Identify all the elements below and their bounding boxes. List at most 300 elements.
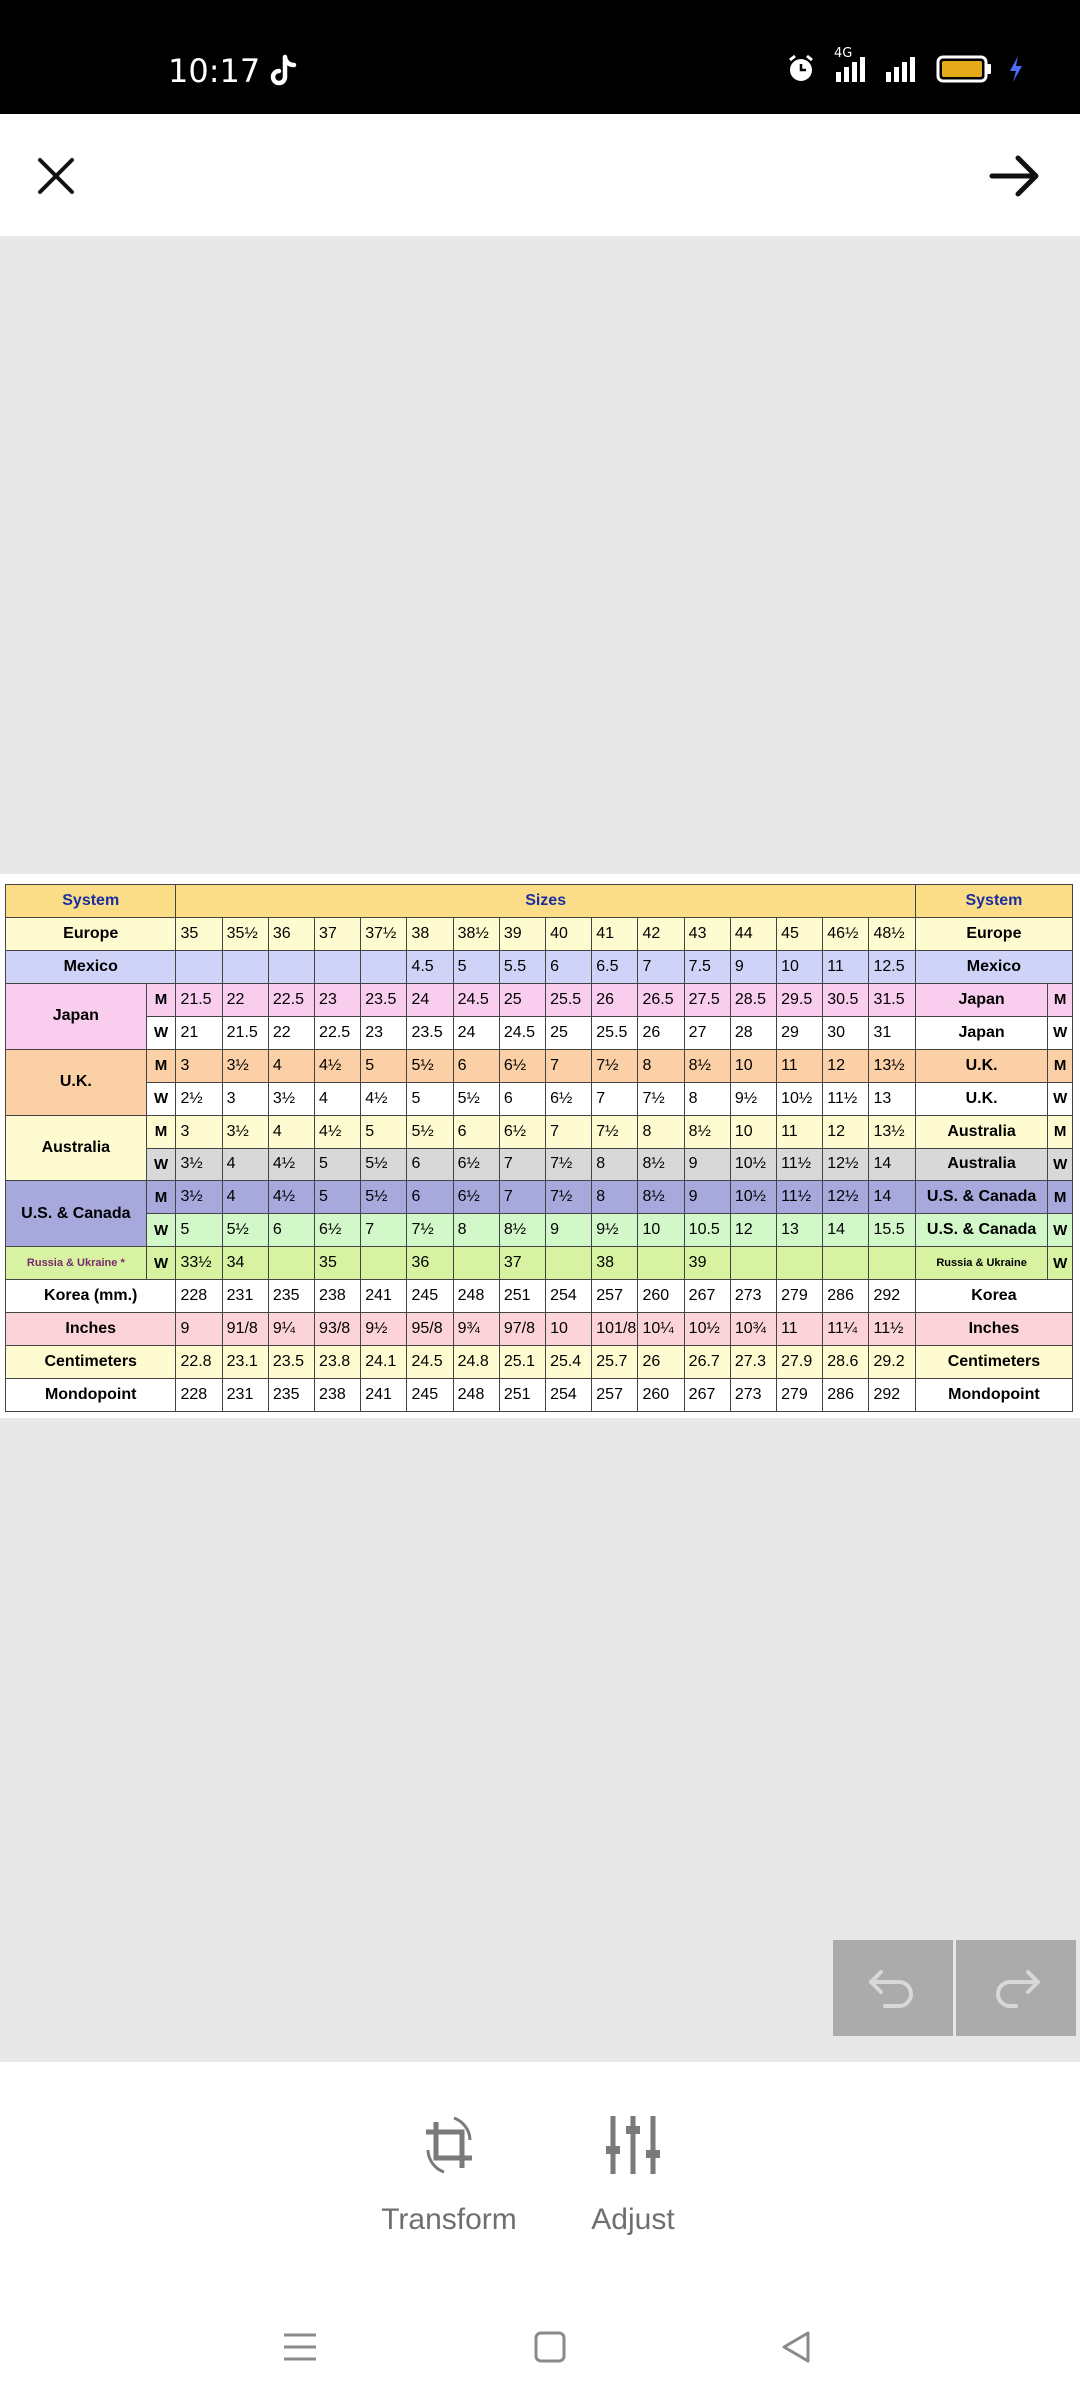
size-cell: 43 bbox=[684, 917, 730, 950]
row-gender-right: M bbox=[1048, 983, 1073, 1016]
chart-row bbox=[6, 1049, 1073, 1082]
size-cell: 4½ bbox=[268, 1181, 314, 1214]
size-cell: 2½ bbox=[176, 1082, 222, 1115]
size-cell: 35 bbox=[176, 917, 222, 950]
size-cell: 235 bbox=[268, 1280, 314, 1313]
size-cell: 14 bbox=[823, 1214, 869, 1247]
size-cell: 21 bbox=[176, 1016, 222, 1049]
size-cell: 279 bbox=[777, 1379, 823, 1412]
size-cell: 48½ bbox=[869, 917, 915, 950]
size-cell: 7 bbox=[638, 950, 684, 983]
row-label-right: U.S. & Canada bbox=[915, 1181, 1047, 1214]
tool-bar bbox=[0, 2062, 1080, 2292]
size-cell: 241 bbox=[361, 1280, 407, 1313]
size-cell: 25 bbox=[546, 1016, 592, 1049]
size-cell: 6 bbox=[499, 1082, 545, 1115]
size-cell: 39 bbox=[499, 917, 545, 950]
crop-rotate-icon bbox=[414, 2110, 484, 2180]
close-icon[interactable] bbox=[30, 150, 82, 202]
size-cell: 37 bbox=[499, 1247, 545, 1280]
size-cell: 35 bbox=[315, 1247, 361, 1280]
size-cell: 5 bbox=[361, 1049, 407, 1082]
row-gender: W bbox=[146, 1214, 176, 1247]
row-label-right: Centimeters bbox=[915, 1346, 1072, 1379]
chart-row bbox=[6, 1082, 1073, 1115]
size-cell: 22.8 bbox=[176, 1346, 222, 1379]
size-cell bbox=[361, 1247, 407, 1280]
row-label-right: U.S. & Canada bbox=[915, 1214, 1047, 1247]
size-cell: 7½ bbox=[546, 1181, 592, 1214]
size-cell: 241 bbox=[361, 1379, 407, 1412]
row-gender-right: W bbox=[1048, 1214, 1073, 1247]
size-cell bbox=[453, 1247, 499, 1280]
chart-header-row bbox=[6, 885, 1073, 918]
size-cell: 5½ bbox=[407, 1115, 453, 1148]
size-cell: 6½ bbox=[315, 1214, 361, 1247]
size-cell bbox=[268, 1247, 314, 1280]
size-cell: 36 bbox=[407, 1247, 453, 1280]
size-cell: 6 bbox=[268, 1214, 314, 1247]
row-label-right: Europe bbox=[915, 917, 1072, 950]
chart-header-system-right: System bbox=[915, 885, 1072, 918]
size-cell: 9½ bbox=[361, 1313, 407, 1346]
size-cell: 5 bbox=[361, 1115, 407, 1148]
size-cell: 24.5 bbox=[407, 1346, 453, 1379]
size-cell: 228 bbox=[176, 1379, 222, 1412]
redo-icon bbox=[986, 1958, 1046, 2018]
size-cell: 9½ bbox=[592, 1214, 638, 1247]
size-cell: 6 bbox=[453, 1115, 499, 1148]
size-cell: 3½ bbox=[222, 1115, 268, 1148]
size-cell: 23.5 bbox=[361, 983, 407, 1016]
size-cell: 21.5 bbox=[222, 1016, 268, 1049]
size-cell: 8½ bbox=[638, 1181, 684, 1214]
row-label-right: Japan bbox=[915, 983, 1047, 1016]
menu-button[interactable] bbox=[270, 2322, 330, 2372]
size-cell: 25.7 bbox=[592, 1346, 638, 1379]
size-cell: 10½ bbox=[730, 1148, 776, 1181]
size-cell: 21.5 bbox=[176, 983, 222, 1016]
size-cell: 11½ bbox=[823, 1082, 869, 1115]
chart-row bbox=[6, 1247, 1073, 1280]
size-cell: 27.9 bbox=[777, 1346, 823, 1379]
size-cell: 9¾ bbox=[453, 1313, 499, 1346]
size-cell: 231 bbox=[222, 1280, 268, 1313]
size-cell: 6 bbox=[407, 1148, 453, 1181]
size-cell: 9¼ bbox=[268, 1313, 314, 1346]
size-cell: 9½ bbox=[730, 1082, 776, 1115]
chart-row bbox=[6, 1214, 1073, 1247]
size-cell: 6 bbox=[407, 1181, 453, 1214]
size-cell bbox=[176, 950, 222, 983]
size-cell: 4.5 bbox=[407, 950, 453, 983]
size-cell: 34 bbox=[222, 1247, 268, 1280]
size-cell bbox=[268, 950, 314, 983]
size-cell: 11½ bbox=[869, 1313, 915, 1346]
size-cell: 9 bbox=[730, 950, 776, 983]
size-cell: 31.5 bbox=[869, 983, 915, 1016]
size-cell: 235 bbox=[268, 1379, 314, 1412]
size-cell: 11 bbox=[777, 1313, 823, 1346]
size-cell: 13 bbox=[869, 1082, 915, 1115]
size-cell: 8 bbox=[638, 1049, 684, 1082]
size-cell: 26 bbox=[638, 1016, 684, 1049]
size-cell: 231 bbox=[222, 1379, 268, 1412]
size-cell: 11½ bbox=[777, 1181, 823, 1214]
size-cell: 12 bbox=[823, 1115, 869, 1148]
size-cell: 95/8 bbox=[407, 1313, 453, 1346]
size-cell: 26 bbox=[638, 1346, 684, 1379]
size-cell bbox=[361, 950, 407, 983]
size-cell: 10½ bbox=[777, 1082, 823, 1115]
size-cell: 6.5 bbox=[592, 950, 638, 983]
row-label-right: Korea bbox=[915, 1280, 1072, 1313]
size-cell: 30 bbox=[823, 1016, 869, 1049]
size-cell: 10.5 bbox=[684, 1214, 730, 1247]
size-cell: 8 bbox=[592, 1181, 638, 1214]
row-gender-right: M bbox=[1048, 1115, 1073, 1148]
size-cell: 29.5 bbox=[777, 983, 823, 1016]
row-label: Australia bbox=[6, 1115, 147, 1181]
chart-header-sizes: Sizes bbox=[176, 885, 915, 918]
size-cell: 7 bbox=[546, 1115, 592, 1148]
size-cell: 8½ bbox=[638, 1148, 684, 1181]
size-cell: 5½ bbox=[453, 1082, 499, 1115]
size-cell: 3½ bbox=[268, 1082, 314, 1115]
row-gender-right: W bbox=[1048, 1148, 1073, 1181]
size-cell: 6 bbox=[453, 1049, 499, 1082]
size-cell: 41 bbox=[592, 917, 638, 950]
size-cell: 25.1 bbox=[499, 1346, 545, 1379]
row-gender-right: W bbox=[1048, 1016, 1073, 1049]
size-cell: 44 bbox=[730, 917, 776, 950]
size-cell: 5½ bbox=[407, 1049, 453, 1082]
size-cell: 10¾ bbox=[730, 1313, 776, 1346]
size-cell bbox=[222, 950, 268, 983]
size-cell: 9 bbox=[684, 1181, 730, 1214]
row-gender: M bbox=[146, 983, 176, 1016]
size-cell: 7½ bbox=[638, 1082, 684, 1115]
size-cell: 260 bbox=[638, 1280, 684, 1313]
size-cell: 12 bbox=[730, 1214, 776, 1247]
size-cell: 4 bbox=[268, 1115, 314, 1148]
size-cell: 7 bbox=[361, 1214, 407, 1247]
row-gender-right: W bbox=[1048, 1082, 1073, 1115]
row-gender: W bbox=[146, 1247, 176, 1280]
size-cell: 15.5 bbox=[869, 1214, 915, 1247]
size-cell: 22 bbox=[268, 1016, 314, 1049]
size-cell: 24 bbox=[407, 983, 453, 1016]
size-cell: 23.5 bbox=[268, 1346, 314, 1379]
size-cell: 4½ bbox=[315, 1049, 361, 1082]
size-cell: 25.4 bbox=[546, 1346, 592, 1379]
chart-row bbox=[6, 1148, 1073, 1181]
row-label-right: U.K. bbox=[915, 1049, 1047, 1082]
size-cell: 36 bbox=[268, 917, 314, 950]
size-cell bbox=[730, 1247, 776, 1280]
charging-icon bbox=[1008, 54, 1024, 84]
size-cell: 23 bbox=[361, 1016, 407, 1049]
row-label: Japan bbox=[6, 983, 147, 1049]
size-cell: 28.5 bbox=[730, 983, 776, 1016]
transform-tool[interactable] bbox=[364, 2110, 534, 2237]
size-cell: 38 bbox=[407, 917, 453, 950]
size-cell: 29.2 bbox=[869, 1346, 915, 1379]
size-cell: 238 bbox=[315, 1379, 361, 1412]
size-cell: 12 bbox=[823, 1049, 869, 1082]
size-cell: 7 bbox=[499, 1181, 545, 1214]
status-time: 10:17 bbox=[168, 52, 261, 90]
chart-row bbox=[6, 1181, 1073, 1214]
size-cell: 13½ bbox=[869, 1049, 915, 1082]
size-cell: 97/8 bbox=[499, 1313, 545, 1346]
size-cell: 8 bbox=[592, 1148, 638, 1181]
size-cell: 4 bbox=[268, 1049, 314, 1082]
size-cell: 8½ bbox=[684, 1115, 730, 1148]
size-cell: 23 bbox=[315, 983, 361, 1016]
size-cell: 30.5 bbox=[823, 983, 869, 1016]
size-cell: 12½ bbox=[823, 1148, 869, 1181]
size-cell: 9 bbox=[176, 1313, 222, 1346]
size-cell: 10½ bbox=[684, 1313, 730, 1346]
size-cell: 8 bbox=[453, 1214, 499, 1247]
chart-row bbox=[6, 917, 1073, 950]
home-button[interactable] bbox=[520, 2322, 580, 2372]
shoe-size-chart bbox=[5, 884, 1073, 1412]
size-cell: 11 bbox=[823, 950, 869, 983]
home-square-icon bbox=[532, 2329, 568, 2365]
size-cell: 27.3 bbox=[730, 1346, 776, 1379]
size-cell: 7½ bbox=[592, 1049, 638, 1082]
chart-row bbox=[6, 1346, 1073, 1379]
size-cell: 39 bbox=[684, 1247, 730, 1280]
size-cell: 14 bbox=[869, 1181, 915, 1214]
image-canvas[interactable] bbox=[0, 236, 1080, 2062]
row-label: Korea (mm.) bbox=[6, 1280, 176, 1313]
row-gender-right: M bbox=[1048, 1181, 1073, 1214]
size-cell: 3½ bbox=[176, 1181, 222, 1214]
size-cell: 10½ bbox=[730, 1181, 776, 1214]
size-cell: 22 bbox=[222, 983, 268, 1016]
row-label-right: Australia bbox=[915, 1115, 1047, 1148]
size-cell: 5 bbox=[176, 1214, 222, 1247]
chart-row bbox=[6, 1016, 1073, 1049]
size-cell bbox=[315, 950, 361, 983]
size-cell: 8 bbox=[638, 1115, 684, 1148]
undo-button[interactable] bbox=[833, 1940, 953, 2036]
size-cell: 22.5 bbox=[315, 1016, 361, 1049]
size-cell: 24.5 bbox=[453, 983, 499, 1016]
size-cell: 28.6 bbox=[823, 1346, 869, 1379]
size-cell: 37 bbox=[315, 917, 361, 950]
size-cell: 37½ bbox=[361, 917, 407, 950]
size-cell: 23.1 bbox=[222, 1346, 268, 1379]
size-cell: 7 bbox=[592, 1082, 638, 1115]
size-cell: 7 bbox=[499, 1148, 545, 1181]
tiktok-icon bbox=[268, 54, 298, 88]
size-cell: 10¼ bbox=[638, 1313, 684, 1346]
row-label-right: U.K. bbox=[915, 1082, 1047, 1115]
size-cell: 7.5 bbox=[684, 950, 730, 983]
size-cell: 45 bbox=[777, 917, 823, 950]
size-cell: 24.8 bbox=[453, 1346, 499, 1379]
chart-row bbox=[6, 1115, 1073, 1148]
chart-row bbox=[6, 950, 1073, 983]
size-cell: 11 bbox=[777, 1115, 823, 1148]
size-cell: 248 bbox=[453, 1280, 499, 1313]
size-cell: 91/8 bbox=[222, 1313, 268, 1346]
undo-icon bbox=[863, 1958, 923, 2018]
size-cell: 24 bbox=[453, 1016, 499, 1049]
size-cell: 35½ bbox=[222, 917, 268, 950]
back-button[interactable] bbox=[766, 2322, 826, 2372]
size-cell: 4½ bbox=[361, 1082, 407, 1115]
size-cell: 3 bbox=[222, 1082, 268, 1115]
size-cell bbox=[638, 1247, 684, 1280]
size-cell: 5.5 bbox=[499, 950, 545, 983]
size-cell: 38 bbox=[592, 1247, 638, 1280]
size-cell: 273 bbox=[730, 1379, 776, 1412]
size-cell: 4 bbox=[315, 1082, 361, 1115]
size-cell: 292 bbox=[869, 1379, 915, 1412]
top-bar bbox=[0, 114, 1080, 236]
size-cell: 23.5 bbox=[407, 1016, 453, 1049]
size-cell: 3½ bbox=[222, 1049, 268, 1082]
size-cell: 273 bbox=[730, 1280, 776, 1313]
size-cell bbox=[823, 1247, 869, 1280]
size-cell: 4 bbox=[222, 1181, 268, 1214]
size-cell: 254 bbox=[546, 1379, 592, 1412]
size-cell: 11½ bbox=[777, 1148, 823, 1181]
network-label: 4G bbox=[834, 46, 853, 61]
size-cell: 6 bbox=[546, 950, 592, 983]
size-cell: 25.5 bbox=[592, 1016, 638, 1049]
size-cell: 25 bbox=[499, 983, 545, 1016]
row-label-right: Mondopoint bbox=[915, 1379, 1072, 1412]
size-cell: 248 bbox=[453, 1379, 499, 1412]
size-cell: 267 bbox=[684, 1379, 730, 1412]
row-label-right: Russia & Ukraine bbox=[915, 1247, 1047, 1280]
size-cell: 6½ bbox=[453, 1148, 499, 1181]
menu-icon bbox=[280, 2329, 320, 2365]
row-label-right: Inches bbox=[915, 1313, 1072, 1346]
size-cell: 7½ bbox=[407, 1214, 453, 1247]
row-label: U.K. bbox=[6, 1049, 147, 1115]
size-cell: 5½ bbox=[361, 1181, 407, 1214]
row-label-right: Mexico bbox=[915, 950, 1072, 983]
size-cell: 6½ bbox=[453, 1181, 499, 1214]
size-cell: 10 bbox=[638, 1214, 684, 1247]
size-cell: 5 bbox=[315, 1148, 361, 1181]
size-cell: 10 bbox=[546, 1313, 592, 1346]
size-cell: 12½ bbox=[823, 1181, 869, 1214]
row-label: Centimeters bbox=[6, 1346, 176, 1379]
size-cell: 3½ bbox=[176, 1148, 222, 1181]
size-cell: 27 bbox=[684, 1016, 730, 1049]
size-cell: 14 bbox=[869, 1148, 915, 1181]
adjust-label: Adjust bbox=[591, 2203, 675, 2236]
size-cell: 260 bbox=[638, 1379, 684, 1412]
size-cell: 11 bbox=[777, 1049, 823, 1082]
size-cell: 6½ bbox=[546, 1082, 592, 1115]
row-label: Inches bbox=[6, 1313, 176, 1346]
chart-row bbox=[6, 1280, 1073, 1313]
size-cell: 257 bbox=[592, 1379, 638, 1412]
size-cell: 10 bbox=[730, 1049, 776, 1082]
size-cell: 33½ bbox=[176, 1247, 222, 1280]
size-cell: 5 bbox=[315, 1181, 361, 1214]
size-cell: 251 bbox=[499, 1379, 545, 1412]
signal-icon bbox=[884, 54, 922, 84]
network-indicator bbox=[830, 46, 870, 84]
size-cell: 6½ bbox=[499, 1115, 545, 1148]
size-cell: 5½ bbox=[361, 1148, 407, 1181]
size-cell bbox=[546, 1247, 592, 1280]
size-cell: 27.5 bbox=[684, 983, 730, 1016]
alarm-icon bbox=[786, 54, 816, 84]
size-cell: 286 bbox=[823, 1280, 869, 1313]
size-cell: 6½ bbox=[499, 1049, 545, 1082]
transform-label: Transform bbox=[381, 2203, 517, 2236]
chart-row bbox=[6, 983, 1073, 1016]
size-cell: 279 bbox=[777, 1280, 823, 1313]
size-cell: 3 bbox=[176, 1049, 222, 1082]
size-cell: 286 bbox=[823, 1379, 869, 1412]
size-cell: 31 bbox=[869, 1016, 915, 1049]
size-cell: 24.1 bbox=[361, 1346, 407, 1379]
size-cell: 3 bbox=[176, 1115, 222, 1148]
redo-button[interactable] bbox=[956, 1940, 1076, 2036]
size-cell: 23.8 bbox=[315, 1346, 361, 1379]
row-label-right: Australia bbox=[915, 1148, 1047, 1181]
size-cell: 10 bbox=[730, 1115, 776, 1148]
size-cell: 245 bbox=[407, 1379, 453, 1412]
row-label: Mondopoint bbox=[6, 1379, 176, 1412]
size-cell bbox=[777, 1247, 823, 1280]
size-cell: 11¼ bbox=[823, 1313, 869, 1346]
size-cell: 13 bbox=[777, 1214, 823, 1247]
arrow-right-icon[interactable] bbox=[986, 150, 1044, 202]
size-cell: 46½ bbox=[823, 917, 869, 950]
size-cell: 257 bbox=[592, 1280, 638, 1313]
row-gender: M bbox=[146, 1049, 176, 1082]
size-cell: 10 bbox=[777, 950, 823, 983]
size-cell: 238 bbox=[315, 1280, 361, 1313]
size-cell: 8 bbox=[684, 1082, 730, 1115]
row-label: Europe bbox=[6, 917, 176, 950]
row-gender-right: W bbox=[1048, 1247, 1073, 1280]
size-cell: 26.7 bbox=[684, 1346, 730, 1379]
size-cell: 5½ bbox=[222, 1214, 268, 1247]
row-gender-right: M bbox=[1048, 1049, 1073, 1082]
size-cell: 42 bbox=[638, 917, 684, 950]
size-cell: 101/8 bbox=[592, 1313, 638, 1346]
size-cell: 292 bbox=[869, 1280, 915, 1313]
row-gender: M bbox=[146, 1181, 176, 1214]
size-cell: 26.5 bbox=[638, 983, 684, 1016]
size-cell: 251 bbox=[499, 1280, 545, 1313]
size-cell: 8½ bbox=[684, 1049, 730, 1082]
chart-row bbox=[6, 1313, 1073, 1346]
navigation-bar bbox=[0, 2292, 1080, 2400]
size-cell: 9 bbox=[546, 1214, 592, 1247]
back-triangle-icon bbox=[778, 2329, 814, 2365]
adjust-tool[interactable] bbox=[548, 2110, 718, 2237]
size-cell: 4½ bbox=[315, 1115, 361, 1148]
size-cell: 12.5 bbox=[869, 950, 915, 983]
row-label: Mexico bbox=[6, 950, 176, 983]
chart-header-system: System bbox=[6, 885, 176, 918]
